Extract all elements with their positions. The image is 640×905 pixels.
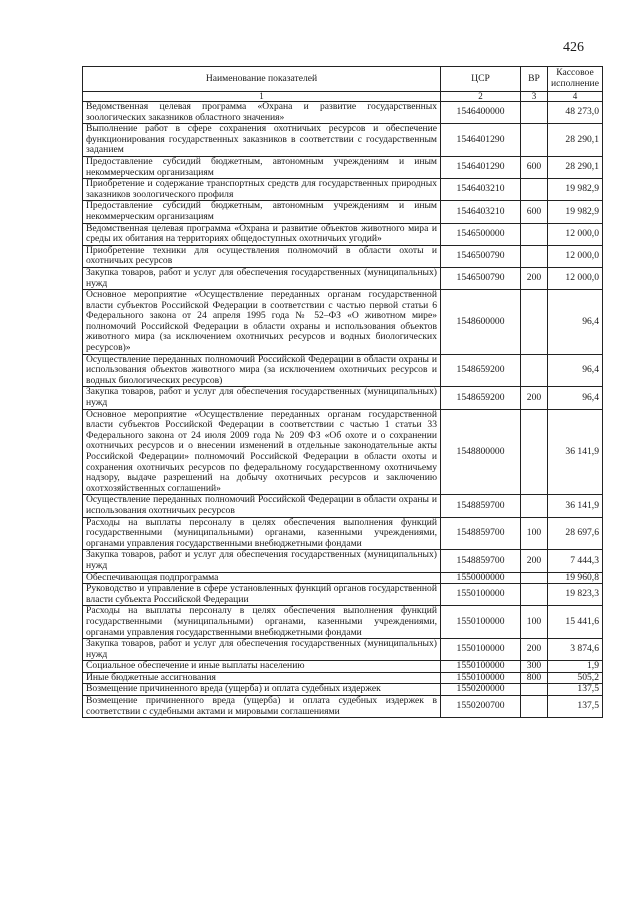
row-vr	[521, 124, 548, 157]
row-name: Основное мероприятие «Осуществление переданных органам государственной власти субъектов Российской Федерации в соответствии с частью 1 статьи 33 Федерального закона от 24 июля 2009 года № 209 ФЗ «Об охоте и о сохранении охотничьих ресурсов и о внесении изменений в отдельные законодательные акты Российской Федерации» полномочий Российской Федерации в области охоты и сохранения охотничьих ресурсов по федеральному государственному охотничьему надзору, выдаче разрешений на добычу охотничьих ресурсов и заключению охотхозяйственных соглашений»	[83, 409, 441, 495]
row-sum: 48 273,0	[548, 102, 603, 124]
row-name: Расходы на выплаты персоналу в целях обеспечения выполнения функций государственными (муниципальными) органами, казенными учреждениями, органами управления государственными внебюджетными фондами	[83, 517, 441, 550]
row-vr	[521, 102, 548, 124]
row-vr: 100	[521, 517, 548, 550]
row-csr: 1550100000	[441, 661, 521, 673]
table-row	[83, 156, 603, 178]
row-vr	[521, 179, 548, 201]
row-sum: 28 697,6	[548, 517, 603, 550]
row-csr: 1546500790	[441, 267, 521, 289]
row-csr: 1550100000	[441, 584, 521, 606]
row-sum: 28 290,1	[548, 124, 603, 157]
table-row	[83, 495, 603, 517]
row-csr: 1548600000	[441, 290, 521, 355]
row-sum: 12 000,0	[548, 267, 603, 289]
table-row	[83, 290, 603, 355]
row-vr	[521, 409, 548, 495]
row-csr: 1550200700	[441, 696, 521, 718]
row-sum: 36 141,9	[548, 495, 603, 517]
col-number: 1	[83, 92, 441, 102]
table-row	[83, 267, 603, 289]
row-name: Ведомственная целевая программа «Охрана и развитие государственных зоологических заказников областного значения»	[83, 102, 441, 124]
row-name: Возмещение причиненного вреда (ущерба) и оплата судебных издержек в соответствии с судебными актами и мировыми соглашениями	[83, 696, 441, 718]
row-name: Закупка товаров, работ и услуг для обеспечения государственных (муниципальных) нужд	[83, 267, 441, 289]
row-name: Предоставление субсидий бюджетным, автономным учреждениям и иным некоммерческим организациям	[83, 156, 441, 178]
row-vr	[521, 354, 548, 387]
row-sum: 96,4	[548, 290, 603, 355]
row-name: Ведомственная целевая программа «Охрана и развитие объектов животного мира и среды их обитания на территориях общедоступных охотничьих угодий»	[83, 223, 441, 245]
row-name: Приобретение и содержание транспортных средств для государственных природных заказников зоологического профиля	[83, 179, 441, 201]
table-row	[83, 684, 603, 696]
row-vr	[521, 223, 548, 245]
row-sum: 12 000,0	[548, 223, 603, 245]
row-vr	[521, 572, 548, 584]
row-vr	[521, 684, 548, 696]
row-name: Закупка товаров, работ и услуг для обеспечения государственных (муниципальных) нужд	[83, 387, 441, 409]
row-name: Обеспечивающая подпрограмма	[83, 572, 441, 584]
row-sum: 96,4	[548, 354, 603, 387]
row-sum: 12 000,0	[548, 245, 603, 267]
row-vr: 200	[521, 550, 548, 572]
table-row	[83, 672, 603, 684]
row-sum: 7 444,3	[548, 550, 603, 572]
row-vr: 800	[521, 672, 548, 684]
row-vr: 300	[521, 661, 548, 673]
row-csr: 1546403210	[441, 179, 521, 201]
row-sum: 36 141,9	[548, 409, 603, 495]
table-row	[83, 606, 603, 639]
row-name: Основное мероприятие «Осуществление переданных органам государственной власти субъектов Российской Федерации в соответствии с частью первой статьи 6 Федерального закона от 24 апреля 1995 года № 52–ФЗ «О животном мире» полномочий Российской Федерации в области охраны и использования объектов животного мира (за исключением охотничьих ресурсов и водных биологических ресурсов)»	[83, 290, 441, 355]
row-sum: 19 982,9	[548, 201, 603, 223]
row-vr	[521, 290, 548, 355]
row-csr: 1548659200	[441, 387, 521, 409]
table-row	[83, 409, 603, 495]
col-number: 3	[521, 92, 548, 102]
row-vr	[521, 584, 548, 606]
row-vr	[521, 245, 548, 267]
header-row	[83, 67, 603, 92]
row-sum: 137,5	[548, 696, 603, 718]
row-sum: 15 441,6	[548, 606, 603, 639]
row-name: Осуществление переданных полномочий Российской Федерации в области охраны и использования объектов животного мира (за исключением охотничьих ресурсов и водных биологических ресурсов)	[83, 354, 441, 387]
row-vr: 200	[521, 639, 548, 661]
row-name: Социальное обеспечение и иные выплаты населению	[83, 661, 441, 673]
table-row	[83, 102, 603, 124]
table-row	[83, 223, 603, 245]
table-row	[83, 550, 603, 572]
row-csr: 1548859700	[441, 495, 521, 517]
table-row	[83, 124, 603, 157]
row-csr: 1550100000	[441, 672, 521, 684]
col-header-csr: ЦСР	[441, 67, 521, 92]
row-vr: 200	[521, 267, 548, 289]
row-name: Расходы на выплаты персоналу в целях обеспечения выполнения функций государственными (муниципальными) органами, казенными учреждениями, органами управления государственными внебюджетными фондами	[83, 606, 441, 639]
row-sum: 19 982,9	[548, 179, 603, 201]
row-name: Руководство и управление в сфере установленных функций органов государственной власти субъекта Российской Федерации	[83, 584, 441, 606]
col-header-vr: ВР	[521, 67, 548, 92]
budget-table	[82, 66, 603, 718]
row-name: Приобретение техники для осуществления полномочий в области охоты и охотничьих ресурсов	[83, 245, 441, 267]
row-sum: 19 960,8	[548, 572, 603, 584]
row-name: Закупка товаров, работ и услуг для обеспечения государственных (муниципальных) нужд	[83, 550, 441, 572]
row-sum: 3 874,6	[548, 639, 603, 661]
row-csr: 1550200000	[441, 684, 521, 696]
row-name: Выполнение работ в сфере сохранения охотничьих ресурсов и обеспечение функционирования государственных заказников в соответствии с государственным заданием	[83, 124, 441, 157]
table-row	[83, 517, 603, 550]
row-sum: 505,2	[548, 672, 603, 684]
row-sum: 19 823,3	[548, 584, 603, 606]
table-row	[83, 584, 603, 606]
row-name: Предоставление субсидий бюджетным, автономным учреждениям и иным некоммерческим организациям	[83, 201, 441, 223]
row-vr: 200	[521, 387, 548, 409]
table-row	[83, 201, 603, 223]
row-csr: 1546401290	[441, 124, 521, 157]
table-row	[83, 179, 603, 201]
row-csr: 1546500790	[441, 245, 521, 267]
row-sum: 28 290,1	[548, 156, 603, 178]
table-row	[83, 639, 603, 661]
row-csr: 1546400000	[441, 102, 521, 124]
row-csr: 1548859700	[441, 517, 521, 550]
row-csr: 1550000000	[441, 572, 521, 584]
table-row	[83, 245, 603, 267]
row-csr: 1546401290	[441, 156, 521, 178]
col-number: 2	[441, 92, 521, 102]
table-row	[83, 696, 603, 718]
row-vr: 600	[521, 201, 548, 223]
row-vr	[521, 696, 548, 718]
col-number: 4	[548, 92, 603, 102]
table-row	[83, 354, 603, 387]
row-name: Иные бюджетные ассигнования	[83, 672, 441, 684]
row-name: Возмещение причиненного вреда (ущерба) и оплата судебных издержек	[83, 684, 441, 696]
row-csr: 1550100000	[441, 639, 521, 661]
row-csr: 1546403210	[441, 201, 521, 223]
row-vr	[521, 495, 548, 517]
column-number-row	[83, 92, 603, 102]
row-csr: 1548800000	[441, 409, 521, 495]
row-sum: 96,4	[548, 387, 603, 409]
row-csr: 1550100000	[441, 606, 521, 639]
table-row	[83, 387, 603, 409]
col-header-sum: Кассовое исполнение	[548, 67, 603, 92]
row-csr: 1548859700	[441, 550, 521, 572]
page-number: 426	[563, 40, 584, 55]
row-sum: 137,5	[548, 684, 603, 696]
row-vr: 600	[521, 156, 548, 178]
col-header-name: Наименование показателей	[83, 67, 441, 92]
row-vr: 100	[521, 606, 548, 639]
row-csr: 1548659200	[441, 354, 521, 387]
table-row	[83, 572, 603, 584]
row-name: Осуществление переданных полномочий Российской Федерации в области охраны и использования охотничьих ресурсов	[83, 495, 441, 517]
table-row	[83, 661, 603, 673]
row-csr: 1546500000	[441, 223, 521, 245]
row-sum: 1,9	[548, 661, 603, 673]
row-name: Закупка товаров, работ и услуг для обеспечения государственных (муниципальных) нужд	[83, 639, 441, 661]
